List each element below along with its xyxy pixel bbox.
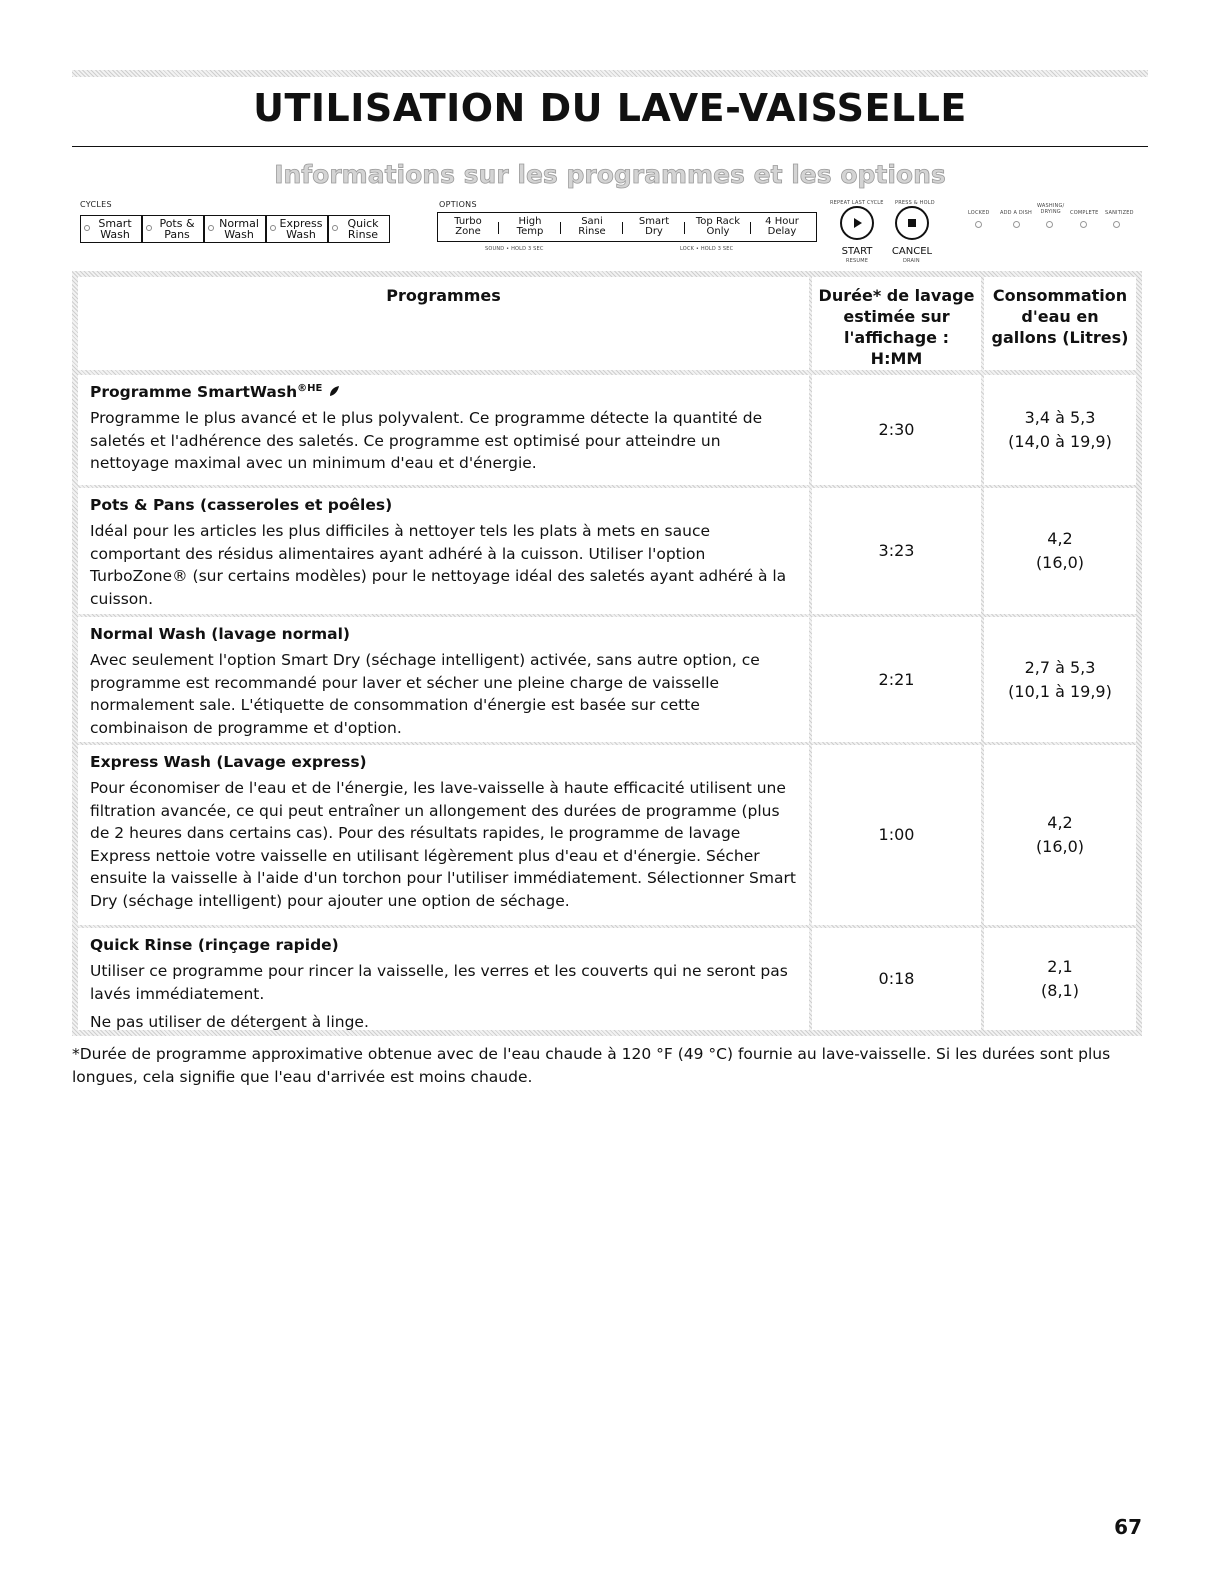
- header-programmes: [78, 277, 809, 370]
- program-name: Express Wash (Lavage express): [90, 753, 367, 771]
- options-button-strip: [437, 212, 817, 242]
- table-row-quick-rinse-water: [984, 928, 1136, 1030]
- leaf-icon: [328, 385, 340, 397]
- water-gallons: 4,2: [1047, 813, 1073, 832]
- water-gallons: 4,2: [1047, 529, 1073, 548]
- option-divider: [498, 222, 499, 234]
- cycle-button-pots-pans: [142, 215, 204, 243]
- table-row-smartwash-water: [984, 375, 1136, 485]
- table-row-smartwash-duration: [812, 375, 981, 485]
- program-description: Avec seulement l'option Smart Dry (séchage intelligent) activée, sans autre option, ce programme est recommandé pour laver et sécher une pleine charge de vaisselle normalement sale. L'étiquette de consommation d'énergie est basée sur cette combinaison de programme et d'option.: [90, 651, 760, 737]
- duration-value: 2:30: [878, 420, 915, 439]
- water-gallons: 2,1: [1047, 957, 1073, 976]
- program-note: Ne pas utiliser de détergent à linge.: [90, 1013, 369, 1031]
- table-row-normal-wash-duration: [812, 617, 981, 742]
- table-row-quick-rinse-duration: [812, 928, 981, 1030]
- table-row-pots-pans-program: [78, 488, 809, 614]
- status-washing-drying-label: WASHING/ DRYING: [1037, 203, 1065, 215]
- program-name: Quick Rinse (rinçage rapide): [90, 936, 339, 954]
- program-description: Idéal pour les articles les plus difficiles à nettoyer tels les plats à mets en sauce comportant des résidus alimentaires ayant adhéré à la cuisson. Utiliser l'option TurboZone® (sur certains modèles) pour le nettoyage idéal des saletés ayant adhéré à la cuisson.: [90, 522, 787, 608]
- cycle-label: Smart Wash: [98, 217, 132, 241]
- program-description: Utiliser ce programme pour rincer la vaisselle, les verres et les couverts qui ne seront pas lavés immédiatement.: [90, 962, 788, 1003]
- cycle-label: Quick Rinse: [347, 217, 379, 241]
- option-divider: [750, 222, 751, 234]
- press-hold-caption: PRESS & HOLD: [895, 200, 935, 206]
- options-caption: OPTIONS: [439, 200, 477, 209]
- cycles-caption: CYCLES: [80, 200, 112, 209]
- program-name-text: Programme SmartWash: [90, 383, 298, 402]
- footnote: *Durée de programme approximative obtenue avec de l'eau chaude à 120 °F (49 °C) fournie au lave-vaisselle. Si les durées sont plus longues, cela signifie que l'eau d'arrivée est moins chaude.: [72, 1045, 1111, 1086]
- table-row-express-wash-duration: [812, 745, 981, 925]
- repeat-last-cycle-caption: REPEAT LAST CYCLE: [830, 200, 884, 206]
- start-label: START: [841, 246, 873, 257]
- header-water: [984, 277, 1136, 370]
- duration-value: 3:23: [878, 541, 915, 560]
- status-led-icon: [975, 221, 982, 228]
- program-description: Pour économiser de l'eau et de l'énergie, les lave-vaisselle à haute efficacité utilisent une filtration avancée, ce qui peut entraîner un allongement des durées de programme (plus de 2 heures dans certains cas). Pour des résultats rapides, le programme de lavage Express nettoie votre vaisselle en utilisant légèrement plus d'eau et d'énergie. Sécher ensuite la vaisselle à l'aide d'un torchon pour l'utiliser immédiatement. Sélectionner Smart Dry (séchage intelligent) pour ajouter une option de séchage.: [90, 779, 796, 910]
- program-name: [90, 383, 797, 401]
- drain-label: DRAIN: [903, 258, 920, 264]
- cycle-label: Pots & Pans: [159, 217, 195, 241]
- resume-label: RESUME: [846, 258, 869, 264]
- water-litres: (14,0 à 19,9): [1008, 432, 1112, 451]
- table-row-express-wash-program: [78, 745, 809, 925]
- cycle-label: Normal Wash: [219, 217, 259, 241]
- option-sani-rinse: Sani Rinse: [578, 216, 606, 237]
- programs-table: [72, 271, 1142, 1036]
- water-litres: (16,0): [1035, 837, 1085, 856]
- water-litres: (8,1): [1041, 981, 1079, 1000]
- section-subtitle: Informations sur les programmes et les options: [274, 160, 946, 189]
- status-led-icon: [1013, 221, 1020, 228]
- option-divider: [560, 222, 561, 234]
- water-litres: (16,0): [1035, 553, 1085, 572]
- water-gallons: 3,4 à 5,3: [1024, 408, 1096, 427]
- stop-icon: [906, 217, 918, 229]
- sound-hint: SOUND • HOLD 3 SEC: [485, 246, 544, 252]
- lock-hint: LOCK • HOLD 3 SEC: [680, 246, 734, 252]
- status-led-icon: [1046, 221, 1053, 228]
- program-name: Normal Wash (lavage normal): [90, 625, 351, 643]
- option-divider: [622, 222, 623, 234]
- table-row-normal-wash-program: [78, 617, 809, 742]
- option-smart-dry: Smart Dry: [638, 216, 670, 237]
- status-led-icon: [1113, 221, 1120, 228]
- header-water-text: Consommation d'eau en gallons (Litres): [991, 286, 1129, 347]
- option-high-temp: High Temp: [516, 216, 544, 237]
- header-duration: [812, 277, 981, 370]
- duration-value: 0:18: [878, 969, 915, 988]
- header-programmes-text: Programmes: [386, 286, 501, 305]
- cycle-button-normal-wash: [204, 215, 266, 243]
- duration-value: 1:00: [878, 825, 915, 844]
- status-complete-label: COMPLETE: [1070, 210, 1099, 216]
- led-icon: [270, 225, 276, 231]
- program-description: Programme le plus avancé et le plus polyvalent. Ce programme détecte la quantité de saletés et l'adhérence des saletés. Ce programme est optimisé pour atteindre un nettoyage maximal avec un minimum d'eau et d'énergie.: [90, 409, 763, 473]
- table-row-pots-pans-duration: [812, 488, 981, 614]
- duration-value: 2:21: [878, 669, 915, 689]
- cancel-button: [895, 206, 929, 240]
- status-locked-label: LOCKED: [968, 210, 990, 216]
- led-icon: [146, 225, 152, 231]
- water-litres: (10,1 à 19,9): [1008, 681, 1112, 701]
- header-duration-text: Durée* de lavage estimée sur l'affichage : H:MM: [818, 286, 975, 368]
- option-divider: [684, 222, 685, 234]
- status-led-icon: [1080, 221, 1087, 228]
- status-add-dish-label: ADD A DISH: [1000, 210, 1032, 216]
- program-name: Pots & Pans (casseroles et poêles): [90, 496, 393, 514]
- table-row-pots-pans-water: [984, 488, 1136, 614]
- cycle-button-smart-wash: [80, 215, 142, 243]
- table-row-express-wash-water: [984, 745, 1136, 925]
- page-title: UTILISATION DU LAVE-VAISSELLE: [253, 86, 967, 130]
- cycle-label: Express Wash: [279, 217, 323, 241]
- title-rule: [72, 146, 1148, 147]
- led-icon: [208, 225, 214, 231]
- led-icon: [332, 225, 338, 231]
- water-gallons: 2,7 à 5,3: [1024, 657, 1096, 677]
- trademark-superscript: ®HE: [297, 383, 323, 394]
- play-icon: [851, 217, 863, 229]
- table-row-quick-rinse-program: [78, 928, 809, 1030]
- start-button: [840, 206, 874, 240]
- table-row-smartwash-program: [78, 375, 809, 485]
- led-icon: [84, 225, 90, 231]
- page-number: 67: [1114, 1515, 1142, 1539]
- top-decorative-band: [72, 70, 1148, 77]
- cancel-label: CANCEL: [891, 246, 933, 257]
- option-4-hour-delay: 4 Hour Delay: [765, 216, 799, 237]
- option-turbo-zone: Turbo Zone: [454, 216, 482, 237]
- table-row-normal-wash-water: [984, 617, 1136, 742]
- status-sanitized-label: SANITIZED: [1105, 210, 1134, 216]
- option-top-rack-only: Top Rack Only: [695, 216, 741, 237]
- cycle-button-quick-rinse: [328, 215, 390, 243]
- cycle-button-express-wash: [266, 215, 328, 243]
